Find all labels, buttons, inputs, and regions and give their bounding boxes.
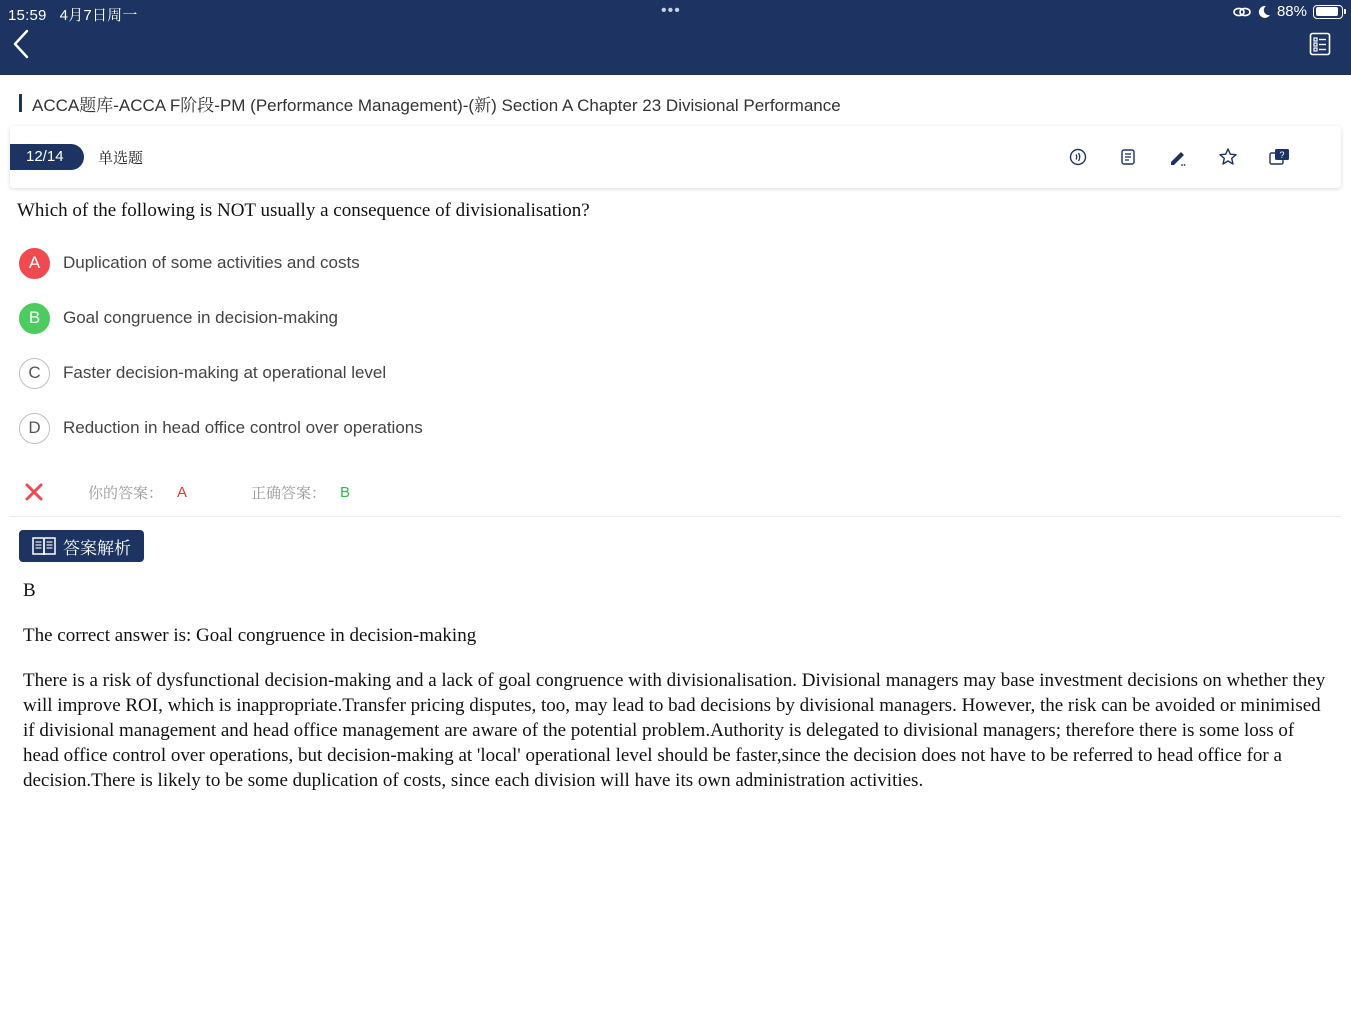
option-b[interactable] [19, 302, 338, 334]
moon-icon [1257, 5, 1271, 19]
option-text: Reduction in head office control over operations [63, 418, 423, 437]
link-icon [1233, 5, 1251, 19]
your-answer-label: 你的答案： [88, 484, 164, 502]
breadcrumb [19, 92, 841, 114]
question-list-button[interactable] [1309, 32, 1331, 56]
question-feedback-button[interactable] [1268, 147, 1288, 167]
breadcrumb-text: ACCA题库-ACCA F阶段-PM (Performance Management)-(新) Section A Chapter 23 Divisional Performance [32, 95, 841, 115]
back-chevron-icon [10, 28, 34, 60]
option-letter: D [19, 413, 50, 444]
option-text: Faster decision-making at operational level [63, 363, 387, 382]
option-c[interactable] [19, 357, 386, 389]
star-icon [1218, 147, 1238, 167]
question-index: 12/14 [10, 144, 84, 170]
analysis-answer: B [23, 580, 36, 601]
option-d[interactable] [19, 412, 423, 444]
favorite-button[interactable] [1218, 147, 1238, 167]
correct-answer-value: B [340, 483, 351, 501]
question-header-card [10, 126, 1341, 188]
your-answer-value: A [177, 483, 188, 501]
note-button[interactable] [1118, 147, 1138, 167]
battery-fill [1316, 7, 1338, 16]
list-icon [1309, 32, 1331, 56]
battery-icon [1313, 5, 1343, 19]
option-letter: A [19, 248, 50, 279]
status-right [1233, 3, 1343, 20]
audio-icon [1068, 147, 1088, 167]
question-type: 单选题 [98, 150, 144, 167]
divider [10, 516, 1341, 517]
status-time [8, 4, 138, 25]
cross-icon [24, 482, 44, 502]
book-icon [31, 535, 57, 557]
note-icon [1118, 147, 1138, 167]
analysis-explanation: There is a risk of dysfunctional decision-making and a lack of goal congruence with divisionalisation. Divisional managers may base investment decisions on whether they will improve ROI, which is inappropriate.Transfer pricing disputes, too, may lead to bad decisions by divisional managers. However, the risk can be avoided or minimised if divisional management and head office management are aware of the potential problem.Authority is delegated to divisional managers; therefore there is some loss of head office control over operations, but decision-making at 'local' operational level should be faster,since the decision does not have to be referred to head office for a decision.There is likely to be some duplication of costs, since each division will have its own administration activities. [23, 670, 1326, 791]
option-text: Duplication of some activities and costs [63, 253, 360, 272]
analysis-correct-line: The correct answer is: Goal congruence in decision-making [23, 625, 477, 646]
multitask-dots[interactable]: ••• [661, 2, 681, 19]
status-date: 4月7日周一 [59, 7, 138, 24]
pen-button[interactable] [1168, 147, 1188, 167]
option-letter: B [19, 303, 50, 334]
toolbar [1068, 147, 1288, 167]
pen-icon [1168, 147, 1188, 167]
svg-text:?: ? [1279, 150, 1285, 160]
top-bar [0, 0, 1351, 75]
option-letter: C [19, 358, 50, 389]
option-text: Goal congruence in decision-making [63, 308, 338, 327]
analysis-body [23, 578, 1333, 813]
answer-result [24, 480, 350, 504]
battery-percent: 88% [1276, 3, 1307, 20]
back-button[interactable] [10, 28, 34, 60]
analysis-badge-label: 答案解析 [63, 538, 131, 558]
audio-button[interactable] [1068, 147, 1088, 167]
question-text: Which of the following is NOT usually a consequence of divisionalisation? [17, 200, 590, 221]
breadcrumb-accent-bar [19, 94, 22, 112]
analysis-badge [19, 530, 144, 562]
status-clock: 15:59 [8, 7, 47, 24]
option-a[interactable] [19, 247, 360, 279]
question-card-icon [1268, 147, 1290, 167]
correct-answer-label: 正确答案： [251, 484, 327, 502]
